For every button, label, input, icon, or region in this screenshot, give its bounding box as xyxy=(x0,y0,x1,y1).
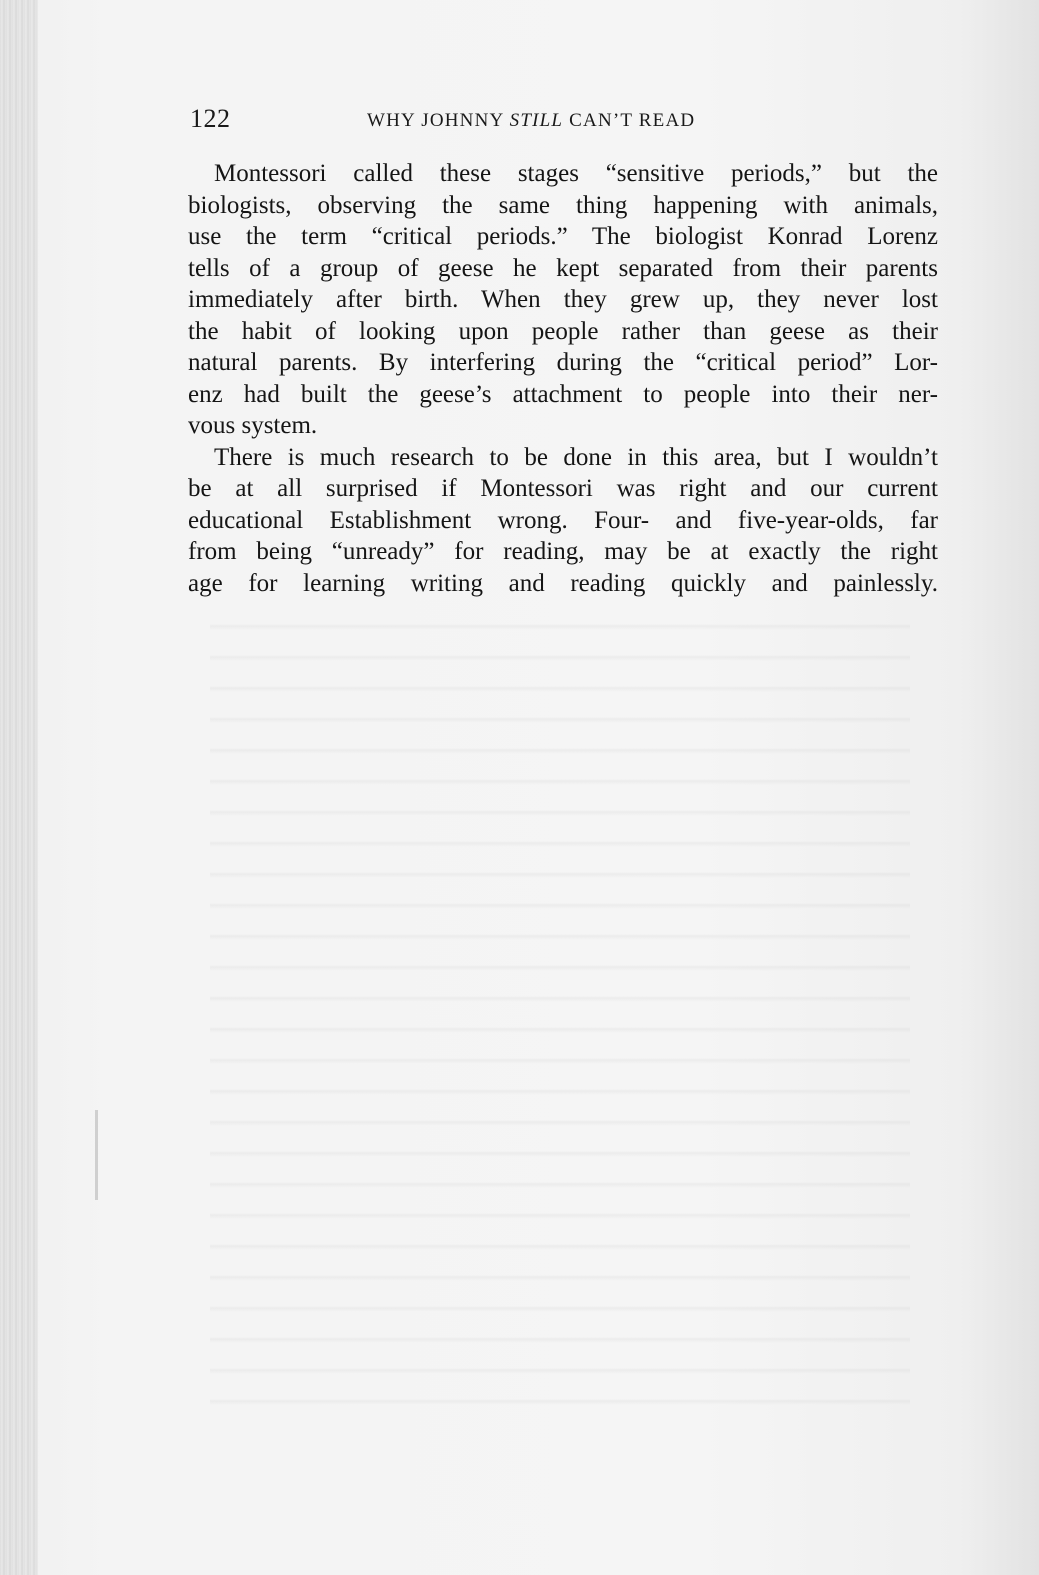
body-text xyxy=(188,158,938,599)
text-line: from being “unready” for reading, may be at exactly the right xyxy=(188,538,938,565)
running-title xyxy=(367,110,695,132)
paragraph-1 xyxy=(188,158,938,442)
page-number: 122 xyxy=(190,104,231,133)
paragraph-2 xyxy=(188,442,938,600)
text-line: immediately after birth. When they grew up, they never lost xyxy=(188,286,938,313)
running-title-italic: STILL xyxy=(509,110,564,131)
text-line: age for learning writing and reading quickly and painlessly. xyxy=(188,569,938,597)
text-line: biologists, observing the same thing happening with animals, xyxy=(188,191,938,219)
running-title-end: CAN’T READ xyxy=(563,110,696,131)
text-line: be at all surprised if Montessori was right and our current xyxy=(188,475,938,502)
text-line: natural parents. By interfering during the “critical period” Lor- xyxy=(188,349,938,376)
text-line: the habit of looking upon people rather than geese as their xyxy=(188,317,938,345)
show-through-text xyxy=(210,610,910,1430)
page-header xyxy=(190,104,940,140)
running-title-start: WHY JOHNNY xyxy=(367,110,510,131)
text-line: Montessori called these stages “sensitive periods,” but the xyxy=(214,160,938,187)
text-line: vous system. xyxy=(188,412,318,439)
text-line: use the term “critical periods.” The biologist Konrad Lorenz xyxy=(188,223,938,250)
text-line: There is much research to be done in this area, but I wouldn’t xyxy=(214,443,938,471)
text-line: tells of a group of geese he kept separated from their parents xyxy=(188,254,938,282)
page-mark xyxy=(95,1110,98,1200)
page-edge xyxy=(0,0,38,1575)
text-line: educational Establishment wrong. Four- and five-year-olds, far xyxy=(188,506,938,534)
text-line: enz had built the geese’s attachment to people into their ner- xyxy=(188,380,938,408)
